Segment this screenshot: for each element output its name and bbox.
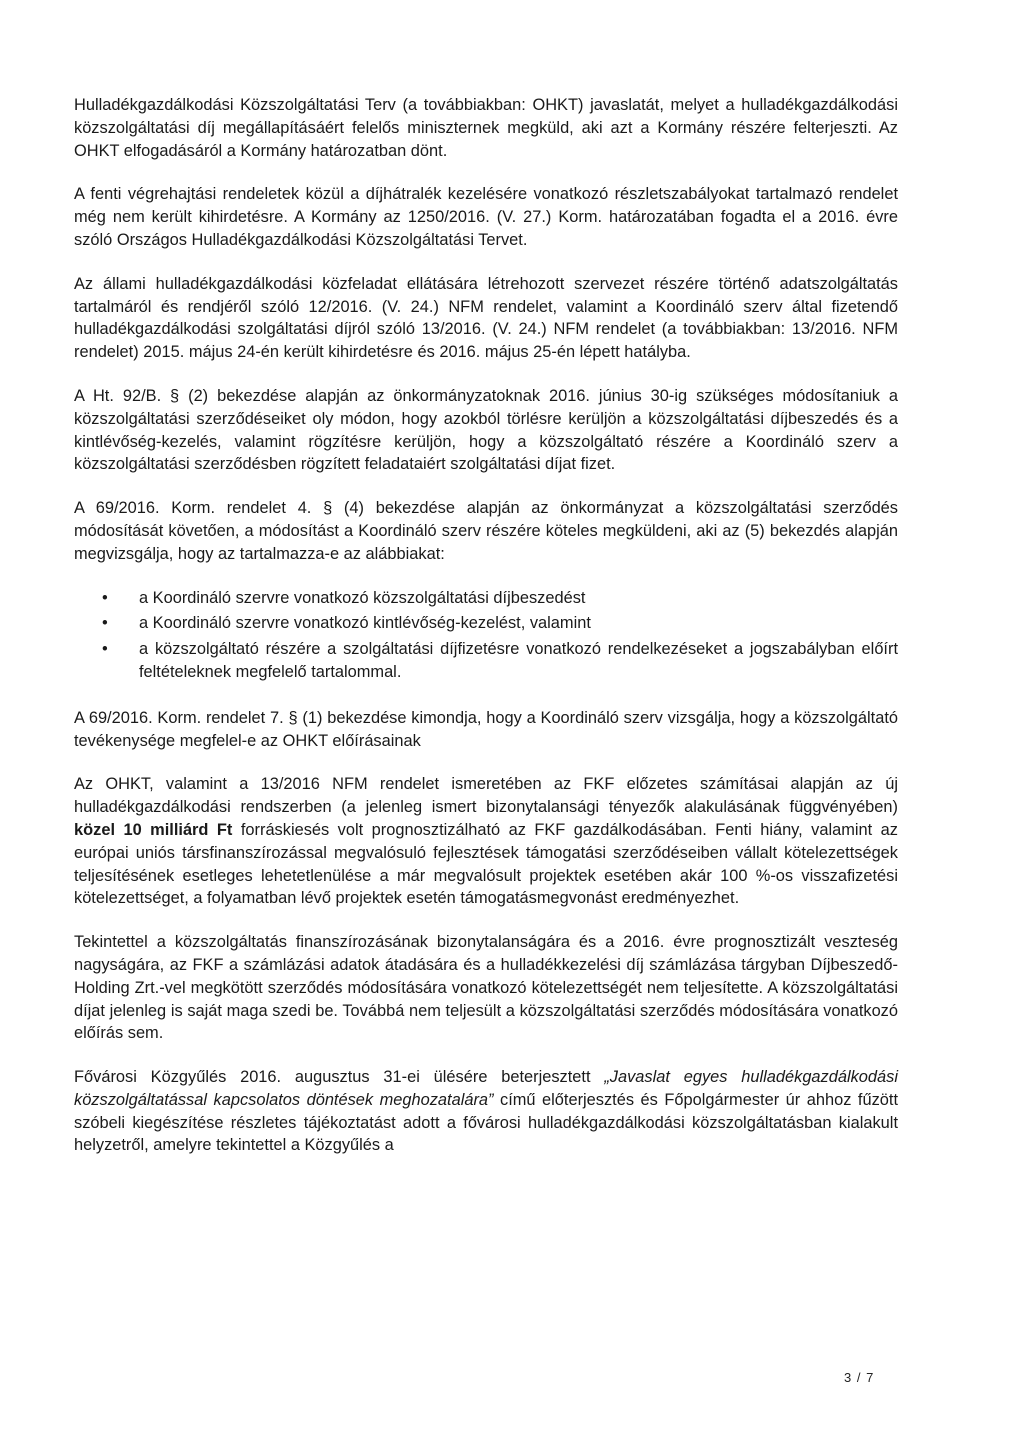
paragraph-6: A 69/2016. Korm. rendelet 7. § (1) bekezdése kimondja, hogy a Koordináló szerv vizsgálja, hogy a közszolgáltató tevékenysége megfelel-e az OHKT előírásainak: [74, 708, 898, 750]
paragraph-9-text-after: című előterjesztés és Főpolgármester úr ahhoz fűzött szóbeli kiegészítése részletes tájékoztatást adott a fővárosi hulladékgazdálkodási közszolgáltatásban kialakult helyzetről, amelyre tekintettel a Közgyűlés a: [74, 1090, 898, 1155]
paragraph-7-text-before: Az OHKT, valamint a 13/2016 NFM rendelet ismeretében az FKF előzetes számításai alapján az új hulladékgazdálkodási rendszerben (a jelenleg ismert bizonytalansági tényezők alakulásának függvényében): [74, 775, 898, 817]
paragraph-7: [74, 773, 898, 910]
page-number: 3 / 7: [844, 1370, 875, 1385]
paragraph-9: [74, 1066, 898, 1157]
list-item-text: a Koordináló szervre vonatkozó közszolgáltatási díjbeszedést: [139, 588, 586, 607]
paragraph-3: Az állami hulladékgazdálkodási közfeladat ellátására létrehozott szervezet részére történő adatszolgáltatás tartalmáról és rendjéről szóló 12/2016. (V. 24.) NFM rendelet, valamint a Koordináló szerv által fizetendő hulladékgazdálkodási szolgáltatási díjról szóló 13/2016. (V. 24.) NFM rendelet (a továbbiakban: 13/2016. NFM rendelet) 2015. május 24-én került kihirdetésre és 2016. május 25-én lépett hatályba.: [74, 274, 898, 362]
paragraph-2: A fenti végrehajtási rendeletek közül a díjhátralék kezelésére vonatkozó részletszabályokat tartalmazó rendelet még nem került kihirdetésre. A Kormány az 1250/2016. (V. 27.) Korm. határozatában fogadta el a 2016. évre szóló Országos Hulladékgazdálkodási Közszolgáltatási Tervet.: [74, 185, 898, 249]
paragraph-9-text-before: Fővárosi Közgyűlés 2016. augusztus 31-ei ülésére beterjesztett: [74, 1068, 605, 1087]
bullet-list: [74, 587, 898, 684]
paragraph-9-italic-title: „Javaslat egyes hulladékgazdálkodási közszolgáltatással kapcsolatos döntések meghozatalára”: [74, 1068, 898, 1109]
bullet-icon: •: [102, 614, 108, 633]
list-item-text: a Koordináló szervre vonatkozó kintlévőség-kezelést, valamint: [139, 614, 591, 633]
paragraph-4: A Ht. 92/B. § (2) bekezdése alapján az önkormányzatoknak 2016. június 30-ig szükséges módosítaniuk a közszolgáltatási szerződéseiket oly módon, hogy azokból törlésre kerüljön a közszolgáltatási díjbeszedés és a kintlévőség-kezelés, valamint rögzítésre kerüljön, hogy a közszolgáltató részére a Koordináló szerv a közszolgáltatási szerződésben rögzített feladataiért szolgáltatási díjat fizet.: [74, 386, 898, 474]
paragraph-5: A 69/2016. Korm. rendelet 4. § (4) bekezdése alapján az önkormányzat a közszolgáltatási szerződés módosítását követően, a módosítást a Koordináló szerv részére köteles megküldeni, aki az (5) bekezdés alapján megvizsgálja, hogy az tartalmazza-e az alábbiakat:: [74, 499, 898, 563]
document-page: [74, 94, 898, 1157]
bullet-icon: •: [102, 588, 108, 607]
paragraph-1: Hulladékgazdálkodási Közszolgáltatási Terv (a továbbiakban: OHKT) javaslatát, melyet a hulladékgazdálkodási közszolgáltatási díj megállapításáért felelős miniszternek megküld, aki azt a Kormány részére felterjeszti. Az OHKT elfogadásáról a Kormány határozatban dönt.: [74, 96, 898, 160]
list-item: [74, 587, 898, 610]
list-item-text: a közszolgáltató részére a szolgáltatási díjfizetésre vonatkozó rendelkezéseket a jogszabályban előírt feltételeknek megfelelő tartalommal.: [139, 640, 898, 681]
list-item: [74, 638, 898, 684]
paragraph-8: Tekintettel a közszolgáltatás finanszírozásának bizonytalanságára és a 2016. évre prognosztizált veszteség nagyságára, az FKF a számlázási adatok átadására és a hulladékkezelési díj számlázása tárgyban Díjbeszedő-Holding Zrt.-vel megkötött szerződés módosítására vonatkozó kötelezettségét nem teljesítette. A közszolgáltatási díjat jelenleg is saját maga szedi be. Továbbá nem teljesült a közszolgáltatási szerződés módosítására vonatkozó előírás sem.: [74, 933, 898, 1043]
paragraph-7-text-after: forráskiesés volt prognosztizálható az FKF gazdálkodásában. Fenti hiány, valamint az európai uniós társfinanszírozással megvalósuló fejlesztések támogatási szerződéseiben vállalt kötelezettségek teljesítésének esetleges lehetetlenülése a már megvalósult projektek esetében akár 100 %-os visszafizetési kötelezettséget, a folyamatban lévő projektek esetén támogatásmegvonást eredményezhet.: [74, 820, 898, 908]
paragraph-7-bold-amount: közel 10 milliárd Ft: [74, 820, 233, 839]
bullet-icon: •: [102, 640, 108, 659]
list-item: [74, 612, 898, 635]
